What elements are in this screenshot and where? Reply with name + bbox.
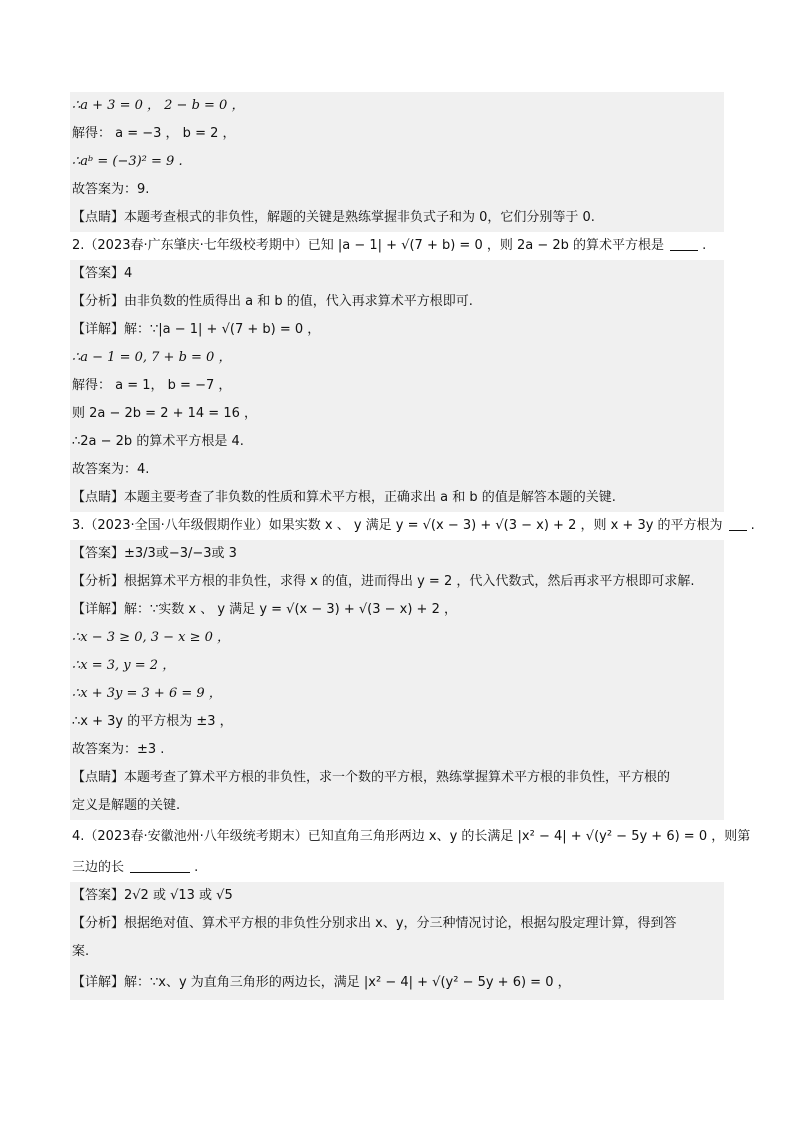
text-line — [70, 428, 724, 456]
text-line — [70, 624, 724, 652]
line-text: 【点睛】本题考查了算术平方根的非负性，求一个数的平方根，熟练掌握算术平方根的非负性，平方根的 — [72, 770, 671, 785]
line-text: 2.（2023春·广东肇庆·七年级校考期中）已知 |a − 1| + √(7 + b) = 0 ，则 2a − 2b 的算术平方根是 — [72, 238, 665, 253]
text-line — [70, 764, 724, 792]
text-line — [70, 260, 724, 288]
line-text: 【点睛】本题考查根式的非负性，解题的关键是熟练掌握非负式子和为 0，它们分别等于 0. — [72, 210, 595, 225]
line-text: ∴x + 3y = 3 + 6 = 9 ， — [72, 686, 222, 701]
line-text: 【详解】解：∵|a − 1| + √(7 + b) = 0 ， — [72, 322, 321, 337]
line-text: 【分析】根据绝对值、算术平方根的非负性分别求出 x、y，分三种情况讨论，根据勾股定理计算，得到答 — [72, 916, 677, 931]
line-text: ∴a + 3 = 0 ， 2 − b = 0 ， — [72, 98, 245, 113]
line-text: 定义是解题的关键. — [72, 798, 181, 813]
text-line — [70, 820, 751, 854]
line-text: 【答案】2√2 或 √13 或 √5 — [72, 888, 233, 903]
line-text: ∴2a − 2b 的算术平方根是 4. — [72, 434, 244, 449]
answer-blank — [130, 858, 190, 873]
line-text: 【详解】解：∵实数 x 、 y 满足 y = √(x − 3) + √(3 − x) + 2 ， — [72, 602, 457, 617]
line-text: 故答案为：9. — [72, 182, 150, 197]
text-line — [70, 708, 724, 736]
text-line — [70, 120, 724, 148]
text-line — [70, 938, 724, 966]
text-line — [70, 792, 724, 820]
line-text: 3.（2023·全国·八年级假期作业）如果实数 x 、 y 满足 y = √(x − 3) + √(3 − x) + 2 ，则 x + 3y 的平方根为 — [72, 518, 723, 533]
line-text: ∴x − 3 ≥ 0, 3 − x ≥ 0 ， — [72, 630, 231, 645]
text-line — [70, 92, 724, 120]
text-line — [70, 596, 724, 624]
text-line — [70, 680, 724, 708]
text-line — [70, 910, 724, 938]
line-text: 解得： a = −3 ， b = 2 ， — [72, 126, 236, 141]
line-text: 三边的长 — [72, 860, 125, 875]
line-text: ∴aᵇ = (−3)² = 9 . — [72, 154, 183, 169]
line-text: 案. — [72, 944, 90, 959]
line-text: 解得： a = 1， b = −7 ， — [72, 378, 232, 393]
period: . — [698, 238, 707, 253]
period: . — [190, 860, 199, 875]
text-line — [70, 512, 755, 540]
line-text: 4.（2023春·安徽池州·八年级统考期末）已知直角三角形两边 x、y 的长满足 |x² − 4| + √(y² − 5y + 6) = 0 ，则第 — [72, 829, 751, 844]
text-line — [70, 456, 724, 484]
line-text: ∴x = 3, y = 2 ， — [72, 658, 176, 673]
text-line — [70, 966, 724, 1000]
document-page — [70, 92, 755, 1000]
line-text: 故答案为：±3 . — [72, 742, 165, 757]
text-line — [70, 288, 724, 316]
line-text: 【详解】解：∵x、y 为直角三角形的两边长，满足 |x² − 4| + √(y² − 5y + 6) = 0 ， — [72, 975, 571, 990]
text-line — [70, 372, 724, 400]
text-line — [70, 882, 724, 910]
text-line — [70, 344, 724, 372]
line-text: 【分析】根据算术平方根的非负性，求得 x 的值，进而得出 y = 2 ，代入代数式，然后再求平方根即可求解. — [72, 574, 695, 589]
line-text: ∴a − 1 = 0, 7 + b = 0 ， — [72, 350, 232, 365]
line-text: 【答案】±3/3或−3/−3或 3 — [72, 546, 237, 561]
line-text: 【点睛】本题主要考查了非负数的性质和算术平方根，正确求出 a 和 b 的值是解答本题的关键. — [72, 490, 616, 505]
line-text: ∴x + 3y 的平方根为 ±3 ， — [72, 714, 233, 729]
text-line — [70, 400, 724, 428]
line-text: 故答案为：4. — [72, 462, 150, 477]
line-text: 则 2a − 2b = 2 + 14 = 16 ， — [72, 406, 258, 421]
text-line — [70, 736, 724, 764]
text-line — [70, 204, 724, 232]
text-line — [70, 568, 724, 596]
text-line — [70, 232, 724, 260]
text-line — [70, 316, 724, 344]
text-line — [70, 176, 724, 204]
text-line — [70, 484, 724, 512]
line-text: 【分析】由非负数的性质得出 a 和 b 的值，代入再求算术平方根即可. — [72, 294, 473, 309]
period: . — [746, 518, 755, 533]
text-line — [70, 854, 724, 882]
text-line — [70, 652, 724, 680]
text-line — [70, 148, 724, 176]
line-text: 【答案】4 — [72, 266, 133, 281]
text-line — [70, 540, 724, 568]
answer-blank — [670, 236, 698, 251]
answer-blank — [729, 516, 747, 531]
